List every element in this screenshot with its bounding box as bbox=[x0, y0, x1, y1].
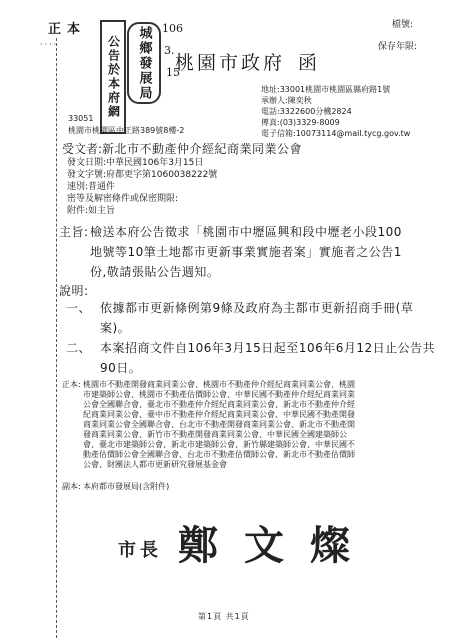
explanation-item-1-line-1: 依據都市更新條例第9條及政府為主都市更新招商手冊(草 bbox=[100, 301, 414, 315]
subject-line-1: 檢送本府公告徵求「桃園市中壢區興和段中壢老小段100 bbox=[90, 225, 402, 239]
explanation-item-2-line-2: 90日。 bbox=[100, 361, 142, 375]
contact-phone: 電話:3322600分機2824 bbox=[261, 107, 352, 116]
distribution-line: 公會、財團法人都市更新研究發展基金會 bbox=[83, 460, 227, 469]
published-seal bbox=[100, 20, 126, 134]
signature-char: 文 bbox=[244, 522, 284, 569]
recipient-line bbox=[62, 140, 302, 157]
signature-char: 鄭 bbox=[178, 522, 218, 569]
delivery-speed: 速別:普通件 bbox=[67, 182, 116, 192]
distribution-line: 市建築師公會、桃園市不動產估價師公會、中華民國不動產仲介經紀商業同業 bbox=[83, 390, 355, 399]
explanation-label: 說明: bbox=[59, 284, 89, 298]
issue-number: 發文字號:府都更字第1060038222號 bbox=[67, 170, 218, 180]
contact-fax: 傳真:(03)3329-8009 bbox=[261, 118, 340, 127]
distribution-copy-label: 副本: bbox=[62, 482, 81, 491]
retention-label: 保存年限: bbox=[378, 42, 418, 52]
distribution-line: 紀商業同業公會、臺中市不動產仲介經紀商業同業公會、中華民國不動產開發 bbox=[83, 410, 355, 419]
contact-address: 地址:33001桃園市桃園區縣府路1號 bbox=[261, 85, 391, 94]
mayor-signature bbox=[178, 514, 350, 571]
contact-person: 承辦人:陳奕秋 bbox=[261, 96, 312, 105]
recipient-name: 新北市不動產仲介經紀商業同業公會 bbox=[102, 142, 303, 156]
explanation-item-1-num: 一、 bbox=[66, 301, 92, 315]
distribution-main-list bbox=[83, 380, 408, 470]
receipt-date-day: 15 bbox=[166, 66, 180, 79]
distribution-line: 桃園市不動產開發商業同業公會、桃園市不動產仲介經紀商業同業公會、桃園 bbox=[83, 380, 355, 389]
agency-name: 桃園市政府 bbox=[175, 52, 286, 74]
receipt-date-year: 106 bbox=[162, 22, 183, 35]
distribution-line: 動產估價師公會全國聯合會、台北市不動產估價師公會、新北市不動產估價師 bbox=[83, 450, 355, 459]
copy-type-label: 正本 bbox=[48, 22, 87, 37]
explanation-item-2-num: 二、 bbox=[66, 341, 92, 355]
explanation-item-1-line-2: 案)。 bbox=[100, 321, 131, 335]
issue-date: 發文日期:中華民國106年3月15日 bbox=[67, 158, 204, 168]
distribution-line: 公會全國聯合會、臺北市不動產仲介經紀商業同業公會、新北市不動產仲介經 bbox=[83, 400, 355, 409]
recipient-street-address: 桃園市桃園區中正路389號8樓-2 bbox=[68, 126, 185, 135]
binding-line bbox=[56, 38, 57, 638]
subject-line-2: 地號等10筆土地都市更新事業實施者案」實施者之公告1 bbox=[90, 245, 402, 259]
subject-label: 主旨: bbox=[59, 225, 89, 239]
recipient-zip: 33051 bbox=[68, 114, 94, 123]
signature-char: 燦 bbox=[310, 522, 350, 569]
distribution-line: 商業同業公會全國聯合會、台北市不動產開發商業同業公會、新北市不動產開 bbox=[83, 420, 355, 429]
receipt-date-month: 3. bbox=[164, 44, 175, 57]
binding-mark-top: ···· bbox=[40, 40, 59, 49]
distribution-main-label: 正本: bbox=[62, 380, 81, 389]
file-number-label: 檔號: bbox=[392, 20, 414, 30]
security-level: 密等及解密條件或保密期限: bbox=[67, 194, 179, 204]
explanation-item-2-line-1: 本案招商文件自106年3月15日起至106年6月12日止公告共 bbox=[100, 341, 436, 355]
attachment: 附件:如主旨 bbox=[67, 206, 116, 216]
page-number: 第1頁 共1頁 bbox=[198, 612, 250, 621]
distribution-line: 會、臺北市建築師公會、新北市建築師公會、新竹縣建築師公會、中華民國不 bbox=[83, 440, 355, 449]
doc-type: 函 bbox=[298, 52, 318, 74]
published-seal-text: 公告於本府網 bbox=[106, 35, 121, 119]
receipt-stamp bbox=[127, 22, 161, 104]
recipient-label: 受文者: bbox=[62, 142, 103, 156]
distribution-copy-text: 本府都市發展局(含附件) bbox=[83, 482, 170, 491]
mayor-title: 市長 bbox=[118, 540, 162, 561]
receipt-stamp-dept: 城鄉發展局 bbox=[136, 25, 152, 101]
distribution-line: 發商業同業公會、新竹市不動產開發商業同業公會、中華民國全國建築師公 bbox=[83, 430, 347, 439]
subject-line-3: 份,敬請張貼公告週知。 bbox=[90, 265, 220, 279]
contact-email: 電子信箱:10073114@mail.tycg.gov.tw bbox=[261, 129, 411, 138]
